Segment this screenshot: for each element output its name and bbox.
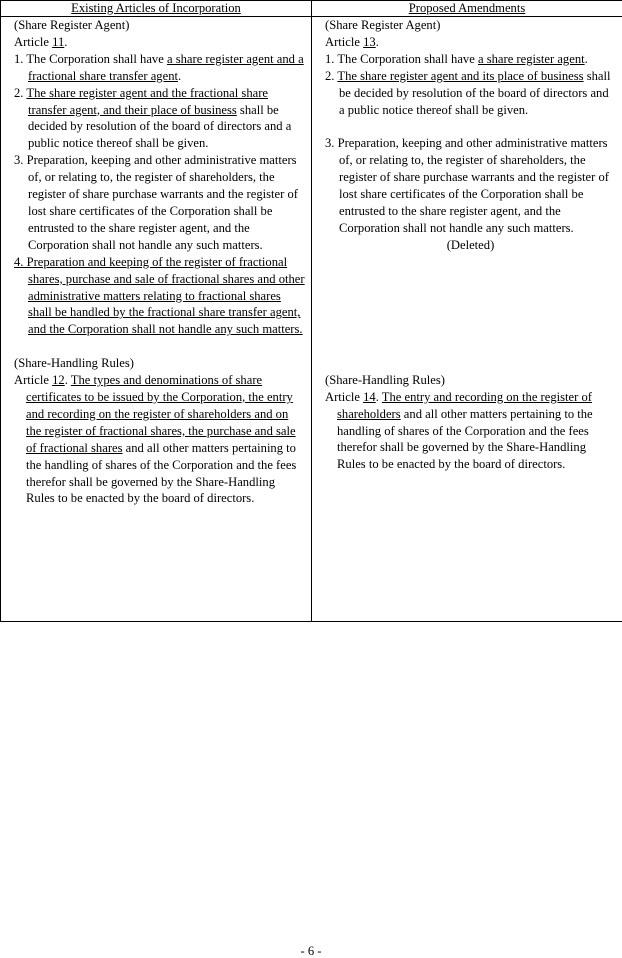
- existing-column: [1, 17, 312, 622]
- header-row: [1, 1, 622, 17]
- existing-article-12: [14, 372, 305, 507]
- existing-paragraph-1: [14, 51, 305, 85]
- existing-paragraph-4: 4. Preparation and keeping of the register of fractional shares, purchase and sale of fractional shares and other administrative matters relating to fractional shares shall be handled by the fractional share transfer agent, and the Corporation shall not handle any such matters.: [14, 254, 305, 337]
- spacer: [325, 118, 616, 135]
- paragraph-text: shall be decided by resolution of the board of directors and a public notice thereof shall be given.: [339, 68, 611, 117]
- proposed-column: [312, 17, 622, 622]
- existing-paragraph-2: [14, 85, 305, 153]
- deleted-marker: (Deleted): [446, 237, 495, 252]
- article-suffix: .: [375, 34, 379, 49]
- article-prefix: Article: [325, 389, 364, 404]
- proposed-article-14: [325, 389, 616, 474]
- article-text: and all other matters pertaining to the handling of shares of the Corporation and the fees therefor shall be governed by the Share-Handling Rules to be enacted by the board of directors.: [337, 406, 593, 472]
- amended-text: The share register agent and the fractional share transfer agent, and their place of business: [26, 85, 268, 117]
- article-dot: .: [375, 389, 382, 404]
- existing-share-register-caption: (Share Register Agent): [14, 18, 130, 32]
- proposed-paragraph-1: [325, 51, 616, 68]
- paragraph-text: 1. The Corporation shall have: [325, 51, 478, 66]
- article-dot: .: [64, 373, 71, 388]
- proposed-share-register-caption: (Share Register Agent): [325, 18, 441, 32]
- proposed-paragraph-2: [325, 68, 616, 119]
- paragraph-number: 2.: [14, 85, 27, 100]
- existing-share-handling-caption: (Share-Handling Rules): [14, 356, 134, 371]
- existing-paragraph-3: 3. Preparation, keeping and other administrative matters of, or relating to, the register of shareholders, the register of share purchase warrants and the register of lost share certificates of the Corporation shall be entrusted to the share register agent, and the Corporation shall not handle any such matters.: [14, 153, 298, 252]
- article-text: and all other matters pertaining to the handling of shares of the Corporation and the fees therefor shall be governed by the Share-Handling Rules to be enacted by the board of directors.: [26, 440, 297, 506]
- proposed-share-handling-caption: (Share-Handling Rules): [325, 372, 445, 387]
- paragraph-number: 2.: [325, 68, 338, 83]
- article-prefix: Article: [325, 34, 364, 49]
- paragraph-text: 1. The Corporation shall have: [14, 51, 167, 66]
- article-number: 12: [52, 373, 65, 388]
- proposed-paragraph-3: 3. Preparation, keeping and other administrative matters of, or relating to, the register of shareholders, the register of share purchase warrants and the register of lost share certificates of the Corporation shall be entrusted to the share register agent, and the Corporation shall not handle any such matters.: [325, 136, 609, 235]
- article-suffix: .: [64, 34, 68, 49]
- existing-column-header: Existing Articles of Incorporation: [1, 1, 312, 17]
- paragraph-text: .: [584, 51, 588, 66]
- amended-text: The entry and recording on the register of shareholders: [337, 389, 592, 421]
- amended-text: The types and denominations of share certificates to be issued by the Corporation, the entry and recording on the register of shareholders and on the register of fractional shares, the purchase and sale of fractional shares: [26, 373, 296, 455]
- spacer: [325, 254, 616, 372]
- body-row: [1, 17, 622, 622]
- amended-text: The share register agent and its place of business: [337, 68, 584, 83]
- proposed-column-header: Proposed Amendments: [312, 1, 622, 17]
- proposed-article-13-heading: [325, 34, 616, 51]
- article-number: 14: [363, 389, 376, 404]
- existing-article-11-heading: [14, 34, 305, 51]
- article-prefix: Article: [14, 373, 53, 388]
- article-number: 13: [363, 34, 376, 49]
- article-number: 11: [52, 34, 65, 49]
- paragraph-text: .: [178, 68, 182, 83]
- amended-text: a share register agent and a fractional share transfer agent: [28, 51, 304, 83]
- paragraph-text: shall be decided by resolution of the board of directors and a public notice thereof shall be given.: [28, 102, 292, 151]
- page-number: - 6 -: [300, 944, 322, 958]
- spacer: [14, 338, 305, 355]
- amended-text: a share register agent: [477, 51, 585, 66]
- article-prefix: Article: [14, 34, 53, 49]
